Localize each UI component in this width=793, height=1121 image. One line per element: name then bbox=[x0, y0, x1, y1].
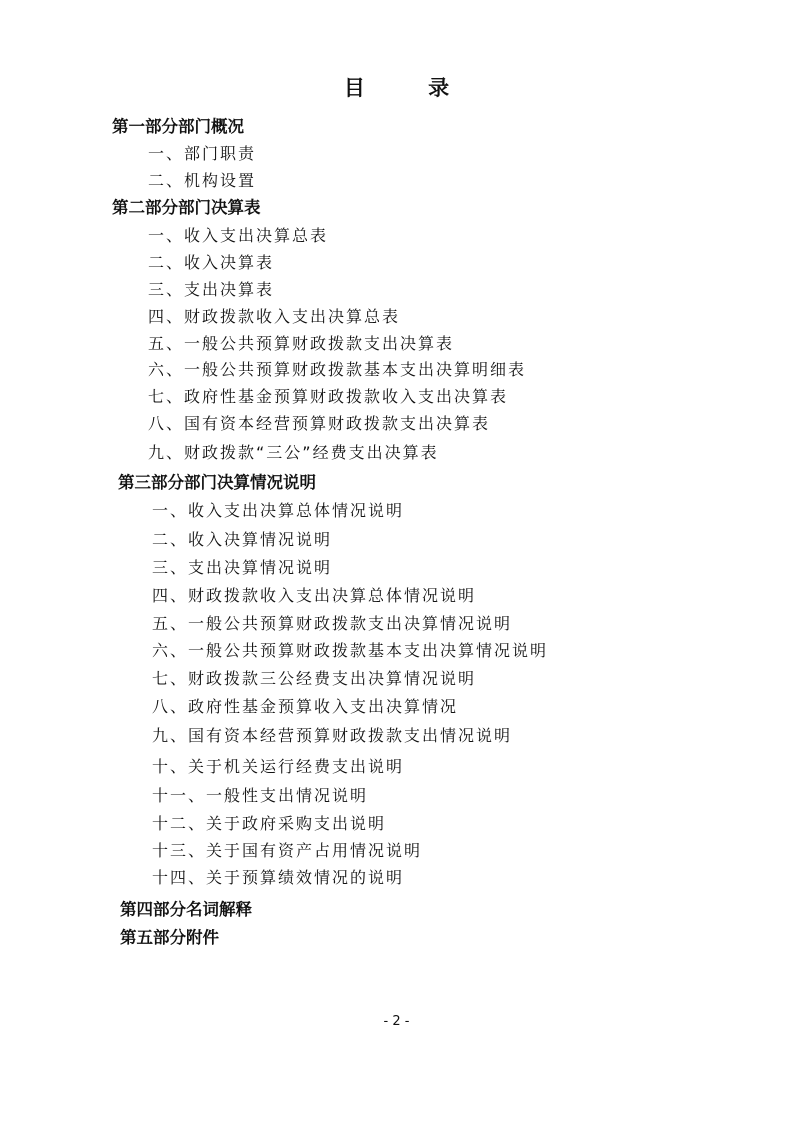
toc-item: 十三、关于国有资产占用情况说明 bbox=[152, 841, 423, 860]
toc-item: 一、部门职责 bbox=[148, 144, 257, 163]
toc-item: 十一、一般性支出情况说明 bbox=[152, 786, 369, 805]
toc-item: 六、一般公共预算财政拨款基本支出决算情况说明 bbox=[152, 641, 549, 660]
toc-item: 二、机构设置 bbox=[148, 171, 257, 190]
toc-item: 一、收入支出决算总表 bbox=[148, 226, 329, 245]
toc-part-3: 第三部分部门决算情况说明 bbox=[118, 473, 316, 492]
toc-item: 九、财政拨款“三公”经费支出决算表 bbox=[148, 443, 439, 462]
page-number: - 2 - bbox=[383, 1014, 410, 1029]
toc-item: 九、国有资本经营预算财政拨款支出情况说明 bbox=[152, 726, 513, 745]
toc-item: 八、政府性基金预算收入支出决算情况 bbox=[152, 697, 459, 716]
toc-part-4: 第四部分名词解释 bbox=[120, 900, 252, 919]
toc-item: 二、收入决算情况说明 bbox=[152, 530, 333, 549]
toc-part-2: 第二部分部门决算表 bbox=[112, 198, 261, 217]
toc-part-1: 第一部分部门概况 bbox=[112, 117, 244, 136]
toc-item: 一、收入支出决算总体情况说明 bbox=[152, 501, 405, 520]
toc-part-5: 第五部分附件 bbox=[120, 928, 219, 947]
toc-item: 七、政府性基金预算财政拨款收入支出决算表 bbox=[148, 387, 509, 406]
toc-item: 四、财政拨款收入支出决算总表 bbox=[148, 307, 401, 326]
toc-item: 七、财政拨款三公经费支出决算情况说明 bbox=[152, 669, 477, 688]
toc-item: 三、支出决算表 bbox=[148, 280, 275, 299]
toc-item: 二、收入决算表 bbox=[148, 253, 275, 272]
toc-item: 十二、关于政府采购支出说明 bbox=[152, 814, 387, 833]
toc-item: 十四、关于预算绩效情况的说明 bbox=[152, 868, 405, 887]
toc-item: 八、国有资本经营预算财政拨款支出决算表 bbox=[148, 414, 491, 433]
toc-item: 三、支出决算情况说明 bbox=[152, 558, 333, 577]
toc-item: 五、一般公共预算财政拨款支出决算表 bbox=[148, 334, 455, 353]
toc-item: 十、关于机关运行经费支出说明 bbox=[152, 757, 405, 776]
page-title: 目 录 bbox=[343, 76, 478, 100]
toc-item: 六、一般公共预算财政拨款基本支出决算明细表 bbox=[148, 360, 527, 379]
toc-item: 五、一般公共预算财政拨款支出决算情况说明 bbox=[152, 614, 513, 633]
toc-item: 四、财政拨款收入支出决算总体情况说明 bbox=[152, 586, 477, 605]
